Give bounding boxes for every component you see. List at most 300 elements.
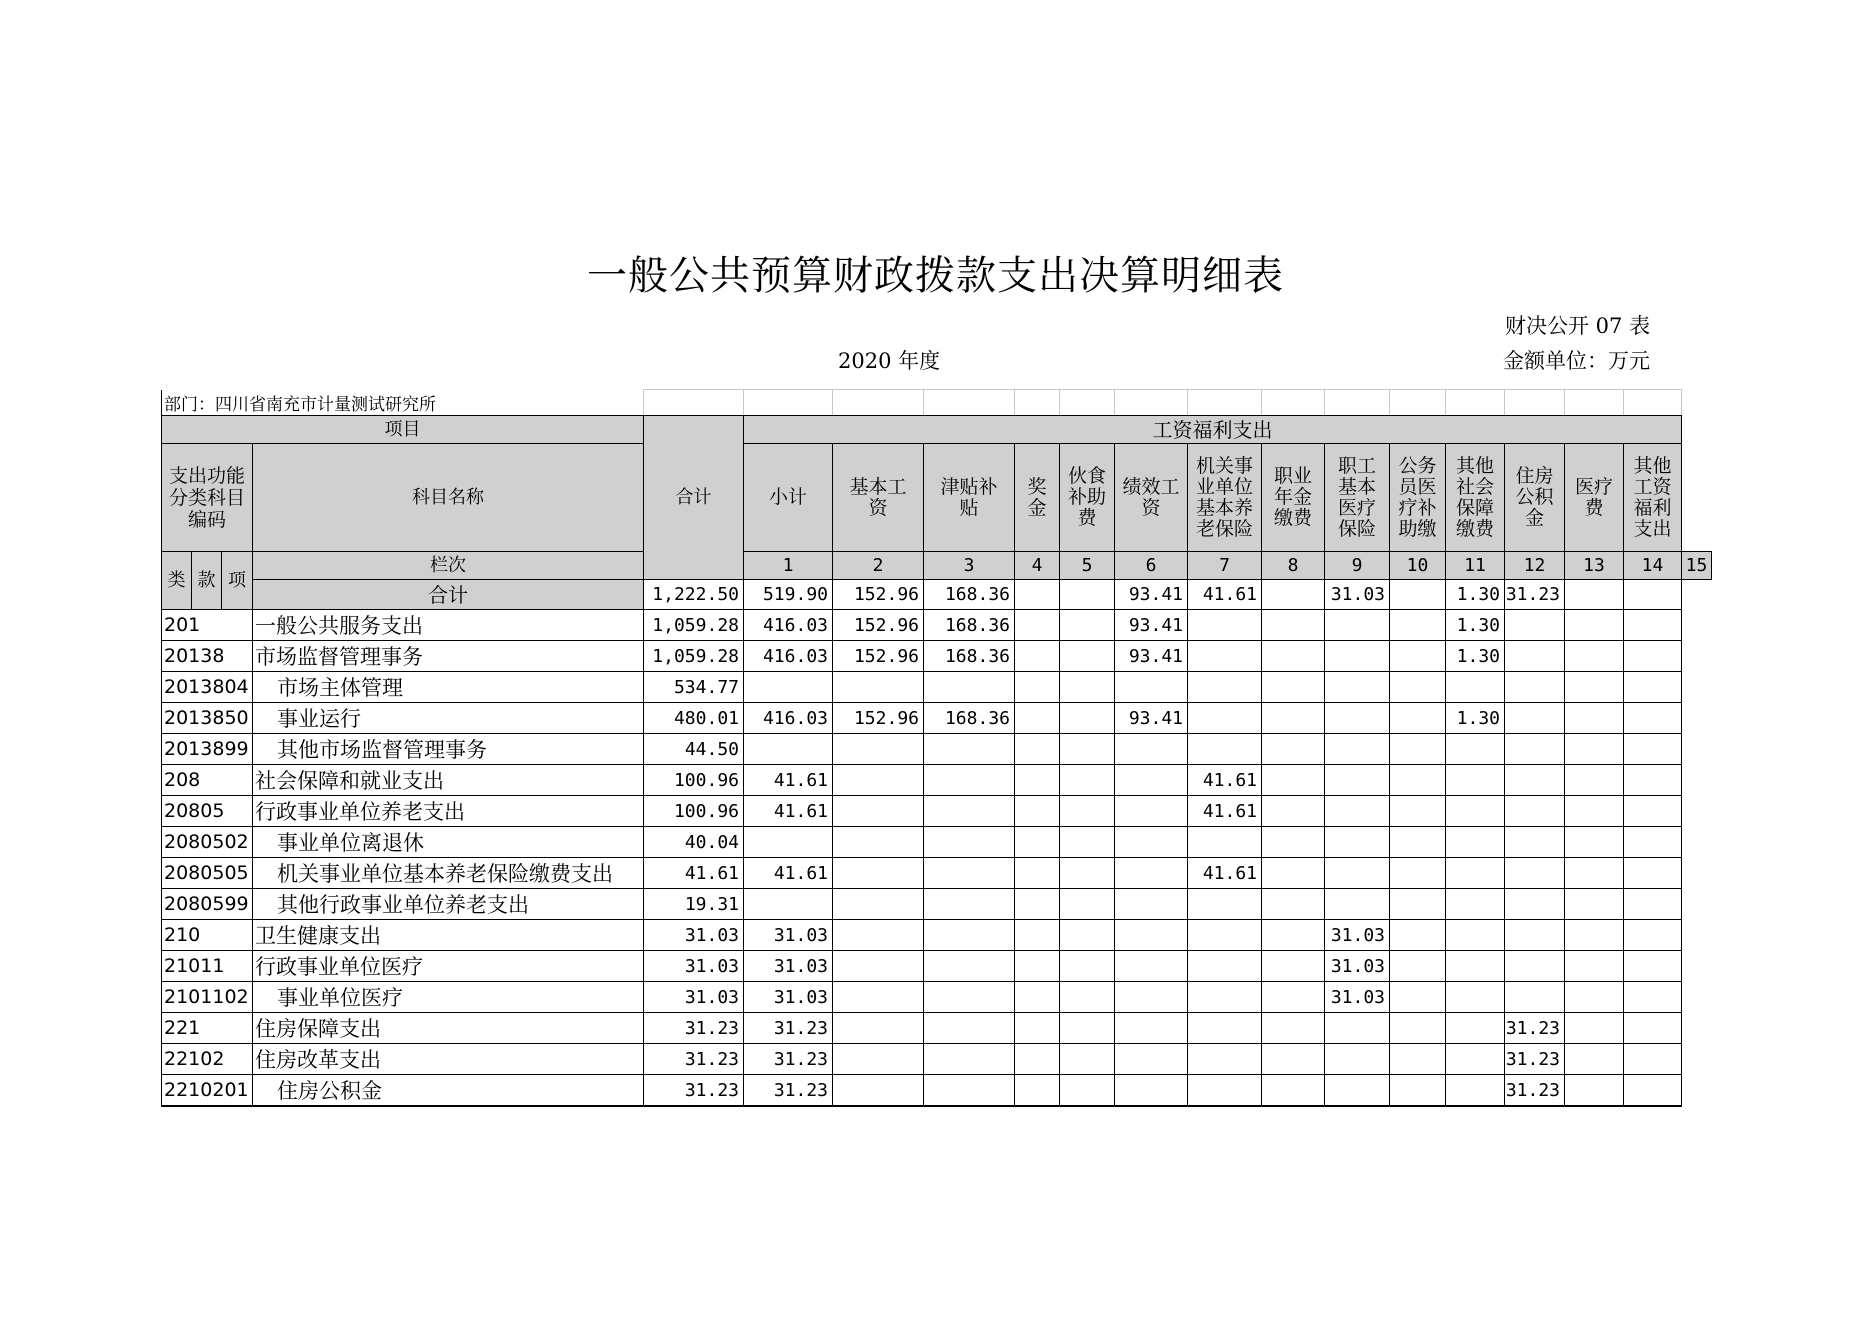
row-value: 31.03 (644, 951, 744, 982)
total-value (1262, 580, 1325, 610)
row-value (1624, 827, 1682, 858)
row-value (1262, 796, 1325, 827)
row-value (924, 1044, 1015, 1075)
empty-cell (833, 390, 924, 416)
row-value (1390, 610, 1446, 641)
row-value (1565, 1075, 1624, 1107)
row-value (1262, 765, 1325, 796)
row-value (1390, 703, 1446, 734)
row-value (1565, 827, 1624, 858)
row-name: 其他市场监督管理事务 (253, 734, 644, 765)
row-value: 31.03 (744, 982, 833, 1013)
empty-cell (1565, 390, 1624, 416)
header-welfare-group: 工资福利支出 (744, 416, 1682, 444)
row-value (1188, 889, 1262, 920)
row-value (1624, 920, 1682, 951)
row-value (1446, 734, 1505, 765)
row-value (1505, 641, 1565, 672)
row-value (1390, 672, 1446, 703)
row-value (1262, 858, 1325, 889)
lanci-number: 2 (833, 552, 924, 580)
header-total: 合计 (644, 416, 744, 580)
header-col-8: 机关事 业单位 基本养 老保险 (1188, 444, 1262, 552)
row-value (1390, 827, 1446, 858)
header-col-7: 绩效工 资 (1115, 444, 1188, 552)
table-row (162, 982, 1712, 1013)
row-value: 31.03 (744, 951, 833, 982)
table-row (162, 390, 1712, 416)
row-value (1015, 734, 1060, 765)
row-value: 152.96 (833, 610, 924, 641)
row-value (1015, 827, 1060, 858)
row-value (1446, 920, 1505, 951)
row-value (833, 858, 924, 889)
row-value (1565, 858, 1624, 889)
row-value (1446, 889, 1505, 920)
empty-cell (1325, 390, 1390, 416)
row-code: 2210201 (162, 1075, 253, 1107)
empty-cell (1624, 390, 1682, 416)
page-title: 一般公共预算财政拨款支出决算明细表 (587, 253, 1284, 299)
row-value (1624, 672, 1682, 703)
row-value (833, 889, 924, 920)
row-value (1390, 734, 1446, 765)
row-value (1115, 858, 1188, 889)
row-value (924, 796, 1015, 827)
row-value (1262, 1075, 1325, 1107)
row-value (1060, 1044, 1115, 1075)
row-name: 市场主体管理 (253, 672, 644, 703)
header-lanci: 栏次 (253, 552, 644, 580)
row-value (1565, 765, 1624, 796)
row-name: 卫生健康支出 (253, 920, 644, 951)
row-value (1115, 796, 1188, 827)
row-value (1262, 1044, 1325, 1075)
row-value: 31.23 (644, 1075, 744, 1107)
table-row (162, 1013, 1712, 1044)
row-value (1446, 1075, 1505, 1107)
row-value (1390, 920, 1446, 951)
total-value: 31.03 (1325, 580, 1390, 610)
row-value (924, 765, 1015, 796)
table-row (162, 858, 1712, 889)
row-value: 1.30 (1446, 641, 1505, 672)
row-value (1325, 1075, 1390, 1107)
row-value (1505, 858, 1565, 889)
row-code: 2101102 (162, 982, 253, 1013)
header-col-11: 公务 员医 疗补 助缴 (1390, 444, 1446, 552)
header-col-4: 津贴补 贴 (924, 444, 1015, 552)
table-row (162, 610, 1712, 641)
row-value (1505, 610, 1565, 641)
row-value (1390, 1044, 1446, 1075)
header-col-6: 伙食 补助 费 (1060, 444, 1115, 552)
row-value (1624, 858, 1682, 889)
header-col-15: 其他 工资 福利 支出 (1624, 444, 1682, 552)
row-value: 168.36 (924, 610, 1015, 641)
row-value (1390, 858, 1446, 889)
table-row (162, 1044, 1712, 1075)
row-code: 210 (162, 920, 253, 951)
row-code: 2013899 (162, 734, 253, 765)
row-value (1565, 703, 1624, 734)
row-value (833, 734, 924, 765)
row-code: 2080505 (162, 858, 253, 889)
row-name: 事业运行 (253, 703, 644, 734)
lanci-number: 1 (744, 552, 833, 580)
row-code: 2013850 (162, 703, 253, 734)
report-year: 2020 年度 (838, 349, 941, 373)
table-row (162, 765, 1712, 796)
row-value (1325, 858, 1390, 889)
row-name: 行政事业单位医疗 (253, 951, 644, 982)
row-value (833, 951, 924, 982)
row-value (1565, 641, 1624, 672)
row-value (1060, 858, 1115, 889)
row-value (1505, 827, 1565, 858)
row-value (1624, 734, 1682, 765)
lanci-number: 7 (1188, 552, 1262, 580)
row-value (1060, 672, 1115, 703)
row-value (1060, 920, 1115, 951)
empty-cell (1115, 390, 1188, 416)
budget-detail-table (161, 389, 1712, 1107)
row-value (1325, 889, 1390, 920)
row-code: 221 (162, 1013, 253, 1044)
empty-cell (1446, 390, 1505, 416)
row-value (1188, 641, 1262, 672)
row-value: 31.23 (1505, 1075, 1565, 1107)
row-value (1325, 734, 1390, 765)
header-code-col: 支出功能分类科目编码 (162, 444, 253, 552)
table-row (162, 951, 1712, 982)
row-value (1060, 765, 1115, 796)
row-value: 416.03 (744, 641, 833, 672)
empty-cell (1188, 390, 1262, 416)
row-value (1505, 982, 1565, 1013)
row-value (744, 672, 833, 703)
row-value (1262, 703, 1325, 734)
row-value: 480.01 (644, 703, 744, 734)
row-value (1188, 827, 1262, 858)
empty-cell (744, 390, 833, 416)
row-value (1325, 765, 1390, 796)
row-name: 事业单位离退休 (253, 827, 644, 858)
lanci-number: 14 (1624, 552, 1682, 580)
row-value (1390, 641, 1446, 672)
row-code: 2080599 (162, 889, 253, 920)
row-value (1188, 951, 1262, 982)
row-value (1015, 796, 1060, 827)
row-value (1115, 765, 1188, 796)
row-value (1624, 1075, 1682, 1107)
row-value (924, 734, 1015, 765)
row-value (1115, 920, 1188, 951)
row-value: 31.03 (644, 920, 744, 951)
row-value (1325, 1013, 1390, 1044)
row-value (1015, 672, 1060, 703)
row-value: 100.96 (644, 765, 744, 796)
lanci-number: 12 (1505, 552, 1565, 580)
row-value: 31.23 (644, 1044, 744, 1075)
row-value (1624, 765, 1682, 796)
row-value (1115, 982, 1188, 1013)
row-value (1262, 982, 1325, 1013)
row-value: 1.30 (1446, 703, 1505, 734)
row-value (1565, 1013, 1624, 1044)
row-value (1060, 982, 1115, 1013)
row-value: 31.23 (744, 1075, 833, 1107)
total-value: 152.96 (833, 580, 924, 610)
row-value (1060, 827, 1115, 858)
table-row (162, 889, 1712, 920)
row-value: 41.61 (744, 858, 833, 889)
total-value: 1.30 (1446, 580, 1505, 610)
row-value (1060, 889, 1115, 920)
row-value: 31.03 (744, 920, 833, 951)
row-value: 31.23 (744, 1044, 833, 1075)
row-value (1390, 796, 1446, 827)
row-value: 1,059.28 (644, 641, 744, 672)
row-value (1115, 951, 1188, 982)
row-value (1060, 951, 1115, 982)
row-value (833, 765, 924, 796)
row-value (1624, 641, 1682, 672)
total-value (1060, 580, 1115, 610)
row-value (1060, 796, 1115, 827)
row-value (924, 1075, 1015, 1107)
row-value (1188, 610, 1262, 641)
row-value: 41.61 (1188, 858, 1262, 889)
row-value (1624, 951, 1682, 982)
row-value (1262, 734, 1325, 765)
row-value (1390, 982, 1446, 1013)
row-value (1446, 765, 1505, 796)
row-value (1565, 951, 1624, 982)
row-value: 44.50 (644, 734, 744, 765)
empty-cell (644, 390, 744, 416)
row-value (1115, 672, 1188, 703)
row-value: 1.30 (1446, 610, 1505, 641)
row-value (1115, 889, 1188, 920)
lanci-number: 13 (1565, 552, 1624, 580)
total-value: 31.23 (1505, 580, 1565, 610)
row-value (1565, 796, 1624, 827)
row-value (1015, 858, 1060, 889)
row-value (1565, 610, 1624, 641)
row-value (1390, 951, 1446, 982)
row-value (833, 672, 924, 703)
total-value: 93.41 (1115, 580, 1188, 610)
table-row (162, 444, 1712, 552)
row-value (1505, 734, 1565, 765)
row-value (1015, 641, 1060, 672)
header-kuan: 款 (192, 552, 222, 610)
row-value (1115, 1044, 1188, 1075)
table-row (162, 552, 1712, 580)
lanci-number: 5 (1060, 552, 1115, 580)
row-value (833, 920, 924, 951)
row-value: 31.03 (1325, 982, 1390, 1013)
form-code: 财决公开 07 表 (1505, 314, 1651, 338)
header-col-14: 医疗 费 (1565, 444, 1624, 552)
total-value: 41.61 (1188, 580, 1262, 610)
row-value (744, 889, 833, 920)
row-value (1624, 982, 1682, 1013)
total-value (1390, 580, 1446, 610)
total-value: 168.36 (924, 580, 1015, 610)
row-value (833, 1044, 924, 1075)
row-value: 31.03 (1325, 951, 1390, 982)
row-name: 住房公积金 (253, 1075, 644, 1107)
row-value: 31.03 (644, 982, 744, 1013)
row-value (1262, 951, 1325, 982)
row-value: 152.96 (833, 641, 924, 672)
row-value (1325, 610, 1390, 641)
header-col-13: 住房 公积 金 (1505, 444, 1565, 552)
row-value (833, 1013, 924, 1044)
lanci-number: 4 (1015, 552, 1060, 580)
row-code: 201 (162, 610, 253, 641)
table-row (162, 796, 1712, 827)
row-value (924, 672, 1015, 703)
row-value (1565, 672, 1624, 703)
row-value (744, 827, 833, 858)
amount-unit: 金额单位：万元 (1503, 349, 1650, 373)
department-label: 部门：四川省南充市计量测试研究所 (162, 390, 644, 416)
row-value (1390, 1013, 1446, 1044)
table-row (162, 416, 1712, 444)
row-value (1446, 1013, 1505, 1044)
row-name: 行政事业单位养老支出 (253, 796, 644, 827)
row-value (1446, 1044, 1505, 1075)
row-value (1188, 920, 1262, 951)
row-value (1262, 1013, 1325, 1044)
row-value (1325, 703, 1390, 734)
row-value (1015, 1044, 1060, 1075)
row-value (1446, 796, 1505, 827)
row-value (1262, 610, 1325, 641)
header-col-5: 奖 金 (1015, 444, 1060, 552)
lanci-number: 11 (1446, 552, 1505, 580)
row-value (1446, 982, 1505, 1013)
row-value (1015, 1075, 1060, 1107)
empty-cell (1390, 390, 1446, 416)
row-value: 41.61 (1188, 796, 1262, 827)
header-lei: 类 (162, 552, 192, 610)
row-value: 100.96 (644, 796, 744, 827)
row-value (1060, 610, 1115, 641)
row-value (1188, 982, 1262, 1013)
empty-cell (1015, 390, 1060, 416)
row-value (744, 734, 833, 765)
row-value (924, 951, 1015, 982)
table-row (162, 580, 1712, 610)
row-code: 2013804 (162, 672, 253, 703)
row-value (1565, 1044, 1624, 1075)
row-name: 机关事业单位基本养老保险缴费支出 (253, 858, 644, 889)
row-value (1624, 610, 1682, 641)
row-value (1390, 765, 1446, 796)
row-code: 22102 (162, 1044, 253, 1075)
row-value (833, 982, 924, 1013)
table-row (162, 1075, 1712, 1107)
lanci-number: 9 (1325, 552, 1390, 580)
row-value: 93.41 (1115, 703, 1188, 734)
row-value (1446, 672, 1505, 703)
row-name: 一般公共服务支出 (253, 610, 644, 641)
table-row (162, 827, 1712, 858)
row-value (924, 858, 1015, 889)
lanci-number: 3 (924, 552, 1015, 580)
header-col-12: 其他 社会 保障 缴费 (1446, 444, 1505, 552)
row-value (1262, 672, 1325, 703)
row-value (1446, 858, 1505, 889)
row-value: 93.41 (1115, 641, 1188, 672)
row-value (1188, 1013, 1262, 1044)
row-value (1060, 1013, 1115, 1044)
header-col-2: 小计 (744, 444, 833, 552)
row-value (1505, 796, 1565, 827)
row-value (1015, 703, 1060, 734)
row-value (1565, 920, 1624, 951)
row-value (924, 920, 1015, 951)
row-value (1325, 641, 1390, 672)
header-col-3: 基本工 资 (833, 444, 924, 552)
row-value (1188, 703, 1262, 734)
row-value: 31.03 (1325, 920, 1390, 951)
row-value (1015, 920, 1060, 951)
row-value (1624, 1044, 1682, 1075)
lanci-number: 10 (1390, 552, 1446, 580)
empty-cell (1505, 390, 1565, 416)
row-value (1325, 672, 1390, 703)
row-value (1115, 1075, 1188, 1107)
row-value (1015, 610, 1060, 641)
lanci-number: 8 (1262, 552, 1325, 580)
row-name: 市场监督管理事务 (253, 641, 644, 672)
row-value (1624, 796, 1682, 827)
table-row (162, 641, 1712, 672)
row-value: 41.61 (744, 796, 833, 827)
row-value (1505, 951, 1565, 982)
row-value (1446, 951, 1505, 982)
row-value (1060, 734, 1115, 765)
row-value (1565, 889, 1624, 920)
row-value (833, 796, 924, 827)
total-value: 1,222.50 (644, 580, 744, 610)
row-value (1115, 734, 1188, 765)
row-value (1446, 827, 1505, 858)
total-row-label: 合计 (253, 580, 644, 610)
empty-cell (924, 390, 1015, 416)
row-value (1565, 982, 1624, 1013)
row-value (1262, 889, 1325, 920)
row-value (1505, 765, 1565, 796)
row-value (1115, 1013, 1188, 1044)
row-value (1505, 889, 1565, 920)
row-value: 168.36 (924, 703, 1015, 734)
row-value: 31.23 (1505, 1044, 1565, 1075)
row-value: 41.61 (744, 765, 833, 796)
row-value (924, 827, 1015, 858)
row-value: 41.61 (644, 858, 744, 889)
row-value: 416.03 (744, 703, 833, 734)
row-name: 其他行政事业单位养老支出 (253, 889, 644, 920)
row-value (1262, 827, 1325, 858)
row-value (1015, 951, 1060, 982)
row-value (924, 982, 1015, 1013)
